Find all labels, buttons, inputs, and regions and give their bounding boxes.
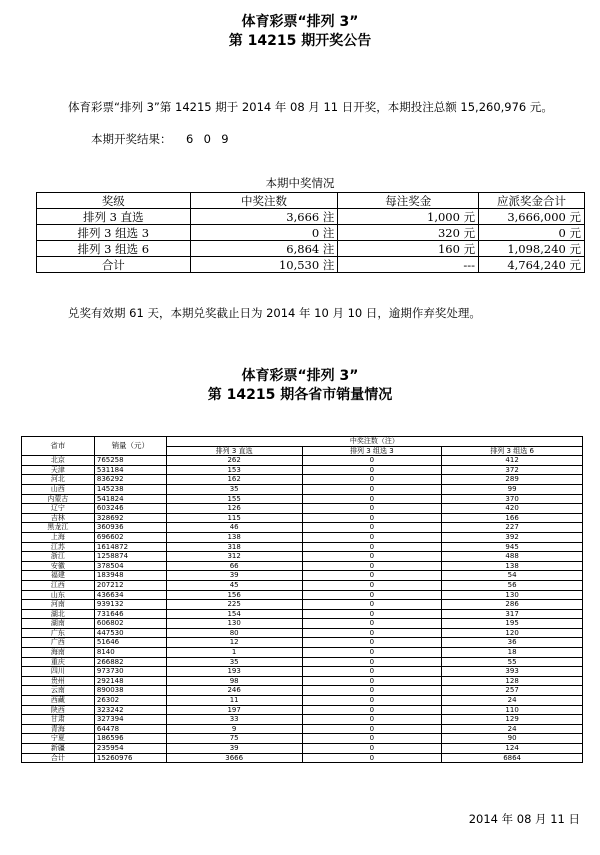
cell-group3: 0 (302, 600, 442, 610)
sales-table-row (22, 628, 583, 638)
cell-group3: 0 (302, 523, 442, 533)
cell-winning-count: 0 注 (190, 225, 338, 241)
cell-direct: 35 (166, 484, 302, 494)
cell-direct: 138 (166, 532, 302, 542)
header-winning-group: 中奖注数（注） (166, 437, 582, 447)
header-sales: 销量（元） (94, 437, 166, 456)
cell-direct: 318 (166, 542, 302, 552)
cell-group3: 0 (302, 580, 442, 590)
cell-sales: 1258874 (94, 552, 166, 562)
cell-sales: 327394 (94, 715, 166, 725)
cell-direct: 115 (166, 513, 302, 523)
cell-group3: 0 (302, 705, 442, 715)
cell-winning-count: 3,666 注 (190, 209, 338, 225)
cell-sales: 292148 (94, 676, 166, 686)
result-numbers: 6 0 9 (186, 132, 230, 146)
cell-direct: 130 (166, 619, 302, 629)
cell-direct: 75 (166, 734, 302, 744)
cell-sales: 765258 (94, 456, 166, 466)
sales-table-row (22, 609, 583, 619)
cell-direct: 45 (166, 580, 302, 590)
cell-province: 北京 (22, 456, 95, 466)
cell-total-payout: 0 元 (479, 225, 585, 241)
cell-group6: 372 (442, 465, 583, 475)
cell-group6: 286 (442, 600, 583, 610)
cell-group3: 0 (302, 475, 442, 485)
sales-table (21, 436, 583, 763)
cell-sales: 541824 (94, 494, 166, 504)
cell-province: 西藏 (22, 696, 95, 706)
sales-table-row (22, 648, 583, 658)
header-group6: 排列 3 组选 6 (442, 446, 583, 456)
cell-prize-per-bet: 160 元 (338, 241, 479, 257)
cell-group6: 6864 (442, 753, 583, 763)
cell-group3: 0 (302, 609, 442, 619)
cell-province: 吉林 (22, 513, 95, 523)
cell-prize-level: 排列 3 直选 (37, 209, 191, 225)
cell-group3: 0 (302, 619, 442, 629)
cell-sales: 436634 (94, 590, 166, 600)
sales-table-row (22, 484, 583, 494)
cell-sales: 323242 (94, 705, 166, 715)
cell-group3: 0 (302, 484, 442, 494)
prize-table (36, 192, 585, 273)
cell-group3: 0 (302, 744, 442, 754)
cell-group3: 0 (302, 715, 442, 725)
cell-sales: 603246 (94, 504, 166, 514)
cell-province: 甘肃 (22, 715, 95, 725)
cell-sales: 15260976 (94, 753, 166, 763)
sales-table-row (22, 715, 583, 725)
header-prize-per-bet: 每注奖金 (338, 193, 479, 209)
cell-province: 陕西 (22, 705, 95, 715)
cell-sales: 731646 (94, 609, 166, 619)
cell-total-payout: 3,666,000 元 (479, 209, 585, 225)
cell-direct: 35 (166, 657, 302, 667)
cell-sales: 378504 (94, 561, 166, 571)
cell-group6: 195 (442, 619, 583, 629)
cell-group6: 289 (442, 475, 583, 485)
header-province: 省市 (22, 437, 95, 456)
cell-total-payout: 1,098,240 元 (479, 241, 585, 257)
cell-direct: 80 (166, 628, 302, 638)
cell-group6: 227 (442, 523, 583, 533)
cell-province: 内蒙古 (22, 494, 95, 504)
sales-table-row (22, 561, 583, 571)
cell-sales: 447530 (94, 628, 166, 638)
cell-province: 山西 (22, 484, 95, 494)
header-prize-level: 奖级 (37, 193, 191, 209)
cell-prize-per-bet: 320 元 (338, 225, 479, 241)
cell-direct: 197 (166, 705, 302, 715)
sales-table-row (22, 638, 583, 648)
cell-group6: 24 (442, 696, 583, 706)
cell-group3: 0 (302, 552, 442, 562)
cell-group6: 120 (442, 628, 583, 638)
cell-province: 海南 (22, 648, 95, 658)
cell-sales: 890038 (94, 686, 166, 696)
cell-direct: 225 (166, 600, 302, 610)
cell-winning-count: 10,530 注 (190, 257, 338, 273)
cell-group6: 317 (442, 609, 583, 619)
cell-province: 江苏 (22, 542, 95, 552)
cell-direct: 11 (166, 696, 302, 706)
cell-sales: 973730 (94, 667, 166, 677)
cell-direct: 46 (166, 523, 302, 533)
cell-sales: 1614872 (94, 542, 166, 552)
sales-table-row (22, 676, 583, 686)
announcement-text: 体育彩票“排列 3”第 14215 期于 2014 年 08 月 11 日开奖，本期投注总额 15,260,976 元。 (68, 100, 553, 114)
cell-sales: 8140 (94, 648, 166, 658)
sales-table-row (22, 504, 583, 514)
cell-province: 云南 (22, 686, 95, 696)
cell-province: 重庆 (22, 657, 95, 667)
cell-group6: 138 (442, 561, 583, 571)
cell-sales: 328692 (94, 513, 166, 523)
cell-group3: 0 (302, 667, 442, 677)
cell-direct: 3666 (166, 753, 302, 763)
cell-province: 湖北 (22, 609, 95, 619)
sales-table-row (22, 475, 583, 485)
cell-direct: 155 (166, 494, 302, 504)
cell-sales: 531184 (94, 465, 166, 475)
cell-direct: 33 (166, 715, 302, 725)
cell-province: 贵州 (22, 676, 95, 686)
cell-prize-level: 排列 3 组选 6 (37, 241, 191, 257)
prize-table-row (37, 209, 585, 225)
cell-group6: 128 (442, 676, 583, 686)
cell-direct: 9 (166, 724, 302, 734)
prize-table-row (37, 241, 585, 257)
cell-group3: 0 (302, 686, 442, 696)
cell-group3: 0 (302, 676, 442, 686)
cell-group3: 0 (302, 504, 442, 514)
cell-group3: 0 (302, 494, 442, 504)
header-total-payout: 应派奖金合计 (479, 193, 585, 209)
cell-province: 新疆 (22, 744, 95, 754)
cell-province: 黑龙江 (22, 523, 95, 533)
sales-table-row (22, 657, 583, 667)
sales-table-row (22, 532, 583, 542)
cell-group6: 24 (442, 724, 583, 734)
cell-sales: 836292 (94, 475, 166, 485)
cell-group3: 0 (302, 513, 442, 523)
cell-province: 辽宁 (22, 504, 95, 514)
cell-group3: 0 (302, 753, 442, 763)
cell-group3: 0 (302, 734, 442, 744)
cell-group6: 55 (442, 657, 583, 667)
sales-table-row (22, 705, 583, 715)
header-direct: 排列 3 直选 (166, 446, 302, 456)
cell-sales: 207212 (94, 580, 166, 590)
sales-table-row (22, 590, 583, 600)
sales-table-row (22, 494, 583, 504)
cell-direct: 153 (166, 465, 302, 475)
cell-sales: 26302 (94, 696, 166, 706)
sales-table-row (22, 456, 583, 466)
cell-prize-level: 排列 3 组选 3 (37, 225, 191, 241)
sales-table-row (22, 667, 583, 677)
cell-group3: 0 (302, 657, 442, 667)
cell-direct: 312 (166, 552, 302, 562)
footer-date: 2014 年 08 月 11 日 (468, 812, 580, 826)
sales-table-row (22, 753, 583, 763)
cell-direct: 12 (166, 638, 302, 648)
cell-sales: 606802 (94, 619, 166, 629)
cell-direct: 246 (166, 686, 302, 696)
sales-table-row (22, 600, 583, 610)
cell-direct: 193 (166, 667, 302, 677)
sales-table-row (22, 619, 583, 629)
sales-table-row (22, 513, 583, 523)
cell-prize-per-bet: --- (338, 257, 479, 273)
cell-group6: 945 (442, 542, 583, 552)
cell-sales: 186596 (94, 734, 166, 744)
cell-group6: 393 (442, 667, 583, 677)
cell-group6: 99 (442, 484, 583, 494)
cell-direct: 66 (166, 561, 302, 571)
cell-group6: 129 (442, 715, 583, 725)
cell-group3: 0 (302, 724, 442, 734)
header-winning-count: 中奖注数 (190, 193, 338, 209)
cell-total-payout: 4,764,240 元 (479, 257, 585, 273)
cell-direct: 156 (166, 590, 302, 600)
cell-province: 安徽 (22, 561, 95, 571)
cell-sales: 51646 (94, 638, 166, 648)
cell-group6: 166 (442, 513, 583, 523)
cell-group3: 0 (302, 648, 442, 658)
cell-winning-count: 6,864 注 (190, 241, 338, 257)
sales-table-row (22, 724, 583, 734)
sales-table-row (22, 734, 583, 744)
sales-header-row-1 (22, 437, 583, 447)
cell-prize-per-bet: 1,000 元 (338, 209, 479, 225)
cell-group6: 56 (442, 580, 583, 590)
cell-province: 山东 (22, 590, 95, 600)
cell-sales: 696602 (94, 532, 166, 542)
cell-group3: 0 (302, 561, 442, 571)
expiry-notice: 兑奖有效期 61 天，本期兑奖截止日为 2014 年 10 月 10 日，逾期作弃奖处理。 (68, 306, 481, 320)
cell-province: 湖南 (22, 619, 95, 629)
prize-table-row (37, 257, 585, 273)
cell-sales: 183948 (94, 571, 166, 581)
prize-table-header-row (37, 193, 585, 209)
cell-group6: 90 (442, 734, 583, 744)
cell-group6: 488 (442, 552, 583, 562)
cell-group6: 392 (442, 532, 583, 542)
cell-group6: 18 (442, 648, 583, 658)
cell-sales: 64478 (94, 724, 166, 734)
cell-group3: 0 (302, 590, 442, 600)
sales-table-row (22, 686, 583, 696)
sales-table-row (22, 523, 583, 533)
cell-sales: 266882 (94, 657, 166, 667)
cell-group3: 0 (302, 456, 442, 466)
sales-table-row (22, 465, 583, 475)
cell-sales: 145238 (94, 484, 166, 494)
cell-direct: 39 (166, 744, 302, 754)
cell-group3: 0 (302, 465, 442, 475)
cell-group3: 0 (302, 696, 442, 706)
sales-table-row (22, 744, 583, 754)
cell-group6: 130 (442, 590, 583, 600)
announcement-title: 体育彩票“排列 3” (241, 14, 359, 30)
cell-province: 青海 (22, 724, 95, 734)
header-group3: 排列 3 组选 3 (302, 446, 442, 456)
sales-table-row (22, 552, 583, 562)
cell-sales: 360936 (94, 523, 166, 533)
cell-group6: 412 (442, 456, 583, 466)
cell-group6: 54 (442, 571, 583, 581)
prize-table-row (37, 225, 585, 241)
sales-title: 体育彩票“排列 3” (241, 368, 359, 384)
cell-group6: 370 (442, 494, 583, 504)
cell-province: 广东 (22, 628, 95, 638)
cell-group6: 110 (442, 705, 583, 715)
cell-sales: 235954 (94, 744, 166, 754)
cell-province: 合计 (22, 753, 95, 763)
cell-prize-level: 合计 (37, 257, 191, 273)
cell-province: 天津 (22, 465, 95, 475)
cell-direct: 162 (166, 475, 302, 485)
cell-group3: 0 (302, 542, 442, 552)
cell-province: 四川 (22, 667, 95, 677)
cell-direct: 1 (166, 648, 302, 658)
cell-group6: 420 (442, 504, 583, 514)
cell-province: 广西 (22, 638, 95, 648)
cell-group6: 36 (442, 638, 583, 648)
cell-direct: 126 (166, 504, 302, 514)
cell-sales: 939132 (94, 600, 166, 610)
sales-table-row (22, 580, 583, 590)
result-label: 本期开奖结果： (91, 132, 172, 146)
cell-direct: 262 (166, 456, 302, 466)
cell-province: 浙江 (22, 552, 95, 562)
cell-province: 江西 (22, 580, 95, 590)
cell-group3: 0 (302, 532, 442, 542)
sales-subtitle: 第 14215 期各省市销量情况 (207, 387, 393, 403)
sales-table-row (22, 571, 583, 581)
cell-group3: 0 (302, 638, 442, 648)
cell-group3: 0 (302, 628, 442, 638)
cell-direct: 39 (166, 571, 302, 581)
cell-group6: 124 (442, 744, 583, 754)
cell-group6: 257 (442, 686, 583, 696)
cell-province: 河南 (22, 600, 95, 610)
cell-province: 河北 (22, 475, 95, 485)
announcement-subtitle: 第 14215 期开奖公告 (228, 33, 372, 49)
cell-group3: 0 (302, 571, 442, 581)
cell-province: 宁夏 (22, 734, 95, 744)
cell-province: 上海 (22, 532, 95, 542)
prize-table-title: 本期中奖情况 (265, 176, 335, 190)
cell-direct: 98 (166, 676, 302, 686)
cell-province: 福建 (22, 571, 95, 581)
sales-table-row (22, 696, 583, 706)
cell-direct: 154 (166, 609, 302, 619)
sales-table-row (22, 542, 583, 552)
